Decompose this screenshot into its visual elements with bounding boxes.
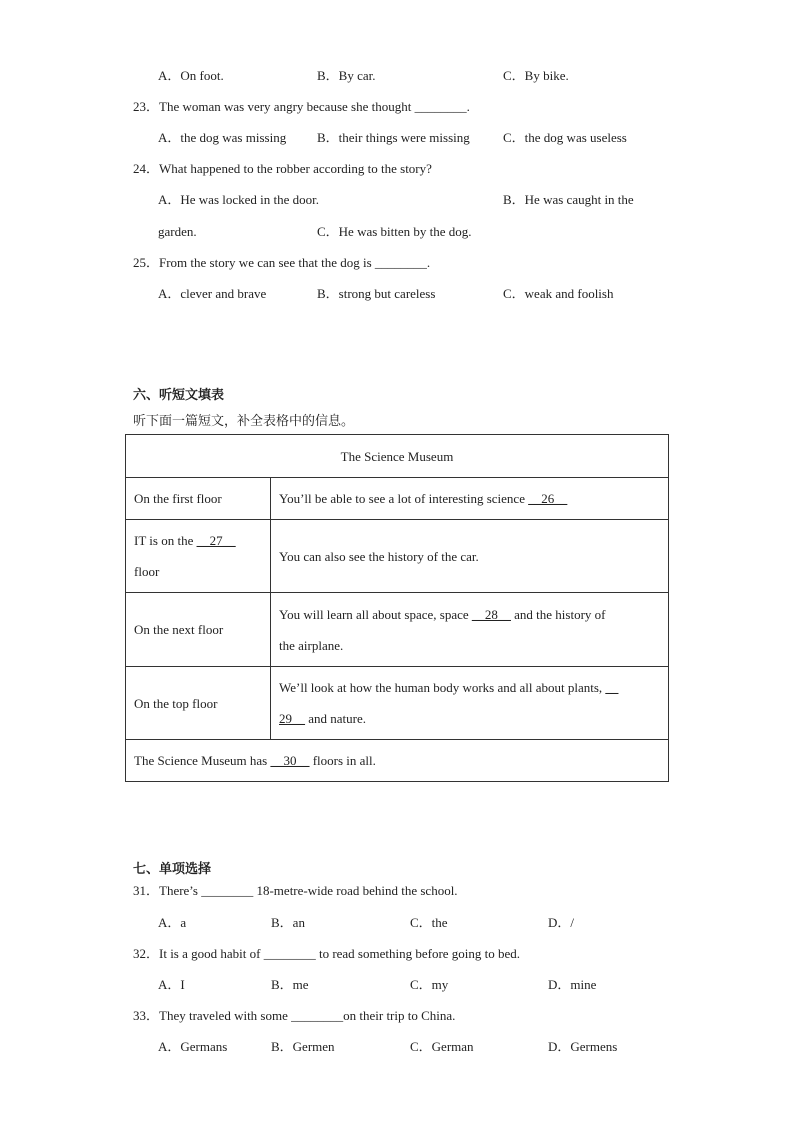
- row3-text-c: the airplane.: [279, 637, 344, 653]
- row1-left: On the first floor: [126, 478, 271, 520]
- row3-text-b: and the history of: [514, 606, 606, 622]
- q31-option-b: B．an: [271, 915, 305, 930]
- row4-right: [271, 667, 669, 740]
- blank-28: __28__: [471, 606, 511, 622]
- blank-29: 29__: [279, 711, 305, 726]
- q33-option-d: D．Germens: [548, 1039, 618, 1054]
- q23-option-c: C．the dog was useless: [503, 130, 627, 145]
- blank-26: __26__: [528, 491, 568, 506]
- q22-option-a: A．On foot.: [158, 68, 224, 83]
- section6-title: 六、听短文填表: [133, 388, 225, 403]
- q23-stem: 23．The woman was very angry because she thought ________.: [133, 99, 470, 114]
- q33-option-a: A．Germans: [158, 1039, 228, 1054]
- q24-option-c: C．He was bitten by the dog.: [317, 224, 472, 239]
- row4-text-a: We’ll look at how the human body works and all about plants,: [279, 680, 603, 695]
- q31-option-d: D．/: [548, 915, 575, 930]
- row5: [126, 740, 669, 782]
- section7-title: 七、单项选择: [133, 862, 212, 877]
- q31-stem: 31．There’s ________ 18-metre-wide road behind the school.: [133, 883, 458, 898]
- q33-option-c: C．German: [410, 1039, 474, 1054]
- q32-option-c: C．my: [410, 977, 449, 992]
- blank-30: __30__: [270, 753, 310, 768]
- row3-text-a: You will learn all about space, space: [279, 606, 469, 622]
- q31-option-a: A．a: [158, 915, 187, 930]
- q32-stem: 32．It is a good habit of ________ to read something before going to bed.: [133, 946, 521, 961]
- q32-option-a: A．I: [158, 977, 185, 992]
- q24-option-a: A．He was locked in the door.: [158, 192, 320, 207]
- row5-text-b: floors in all.: [312, 753, 376, 768]
- blank-29-start: __: [605, 680, 619, 695]
- q33-option-b: B．Germen: [271, 1039, 335, 1054]
- row2-right: You can also see the history of the car.: [271, 520, 669, 593]
- q24-stem: 24．What happened to the robber according to the story?: [133, 161, 432, 176]
- row4-text-b: and nature.: [308, 711, 367, 726]
- section6-desc: 听下面一篇短文，补全表格中的信息。: [133, 414, 355, 429]
- q24-option-b: B．He was caught in the: [503, 192, 634, 207]
- row1-right: [271, 478, 669, 520]
- science-museum-table: [125, 434, 669, 782]
- row1-text: You’ll be able to see a lot of interesting science: [279, 491, 525, 506]
- q32-option-d: D．mine: [548, 977, 597, 992]
- row2-left: [126, 520, 271, 593]
- q22-option-c: C．By bike.: [503, 68, 569, 83]
- q33-stem: 33．They traveled with some ________on their trip to China.: [133, 1008, 456, 1023]
- row4-left: On the top floor: [126, 667, 271, 740]
- q24-option-b-cont: garden.: [158, 224, 197, 239]
- q31-option-c: C．the: [410, 915, 448, 930]
- row2-left-floor: floor: [134, 564, 160, 579]
- table-heading: The Science Museum: [126, 435, 669, 478]
- row3-left: On the next floor: [126, 593, 271, 667]
- row5-text-a: The Science Museum has: [134, 753, 268, 768]
- q25-stem: 25．From the story we can see that the dog is ________.: [133, 255, 431, 270]
- q25-option-c: C．weak and foolish: [503, 286, 614, 301]
- q23-option-a: A．the dog was missing: [158, 130, 287, 145]
- row2-left-text: IT is on the: [134, 533, 194, 548]
- q25-option-b: B．strong but careless: [317, 286, 436, 301]
- q22-option-b: B．By car.: [317, 68, 376, 83]
- blank-27: __27__: [196, 533, 236, 548]
- q23-option-b: B．their things were missing: [317, 130, 470, 145]
- q25-option-a: A．clever and brave: [158, 286, 267, 301]
- q32-option-b: B．me: [271, 977, 309, 992]
- row3-right: [271, 593, 669, 667]
